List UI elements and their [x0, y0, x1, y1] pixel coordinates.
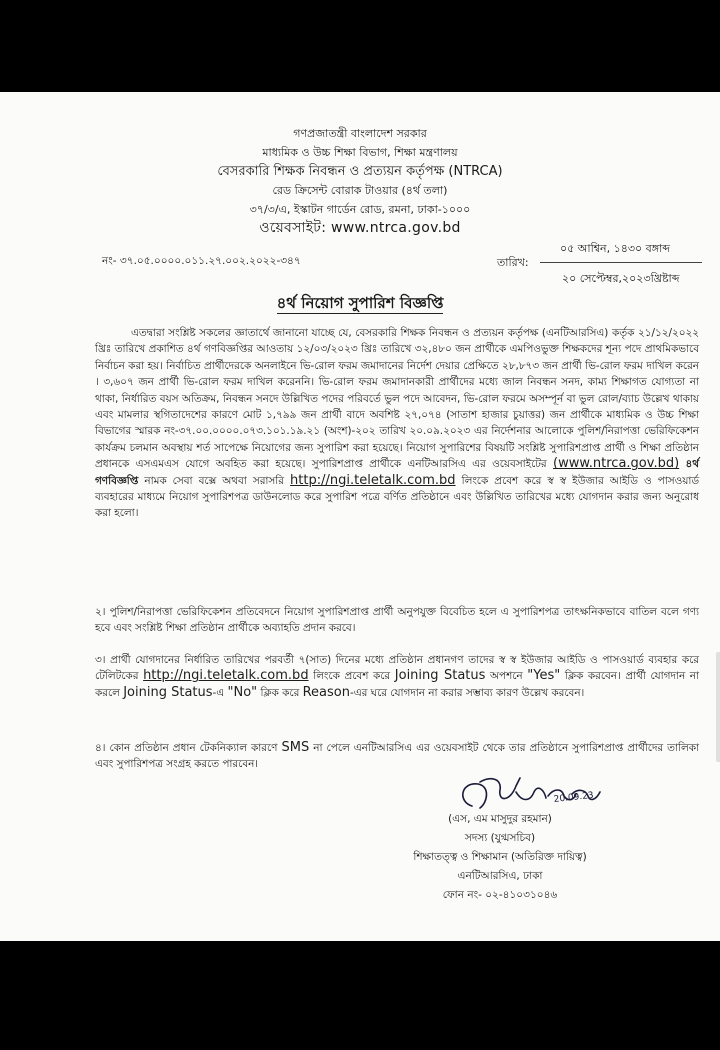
signature-date-note: 20.09.23: [553, 790, 595, 805]
teletalk-link[interactable]: http://ngi.teletalk.com.bd: [290, 472, 456, 488]
notice-document: [0, 92, 720, 941]
date-divider: [540, 262, 702, 263]
paragraph-3-text-7: -এর ঘরে যোগদান না করার সম্ভাব্য কারণ উল্লেখ করবেন।: [350, 686, 585, 699]
date-english: ২০ সেপ্টেম্বর,২০২৩খ্রিষ্টাব্দ: [562, 272, 680, 285]
header-address: ৩৭/৩/এ, ইস্কাটন গার্ডেন রোড, রমনা, ঢাকা-১০০০: [249, 203, 471, 216]
joining-status-term: Joining Status: [394, 668, 486, 684]
signatory-block: [410, 810, 590, 905]
header-website: ওয়েবসাইট: www.ntrca.gov.bd: [259, 220, 461, 236]
notice-title: [0, 292, 720, 317]
reason-term: Reason: [302, 684, 350, 700]
paragraph-3-text-4: ক্লিক করবেন। প্রার্থী যোগদান না করলে: [95, 670, 699, 699]
paragraph-1-bold: ৪র্থ গণবিজ্ঞপ্তি: [95, 458, 699, 487]
letterhead: [0, 124, 720, 238]
teletalk-link-2[interactable]: http://ngi.teletalk.com.bd: [143, 668, 309, 684]
date-bangla: ০৫ আশ্বিন, ১৪৩০ বঙ্গাব্দ: [560, 242, 671, 255]
paragraph-1-text: এতদ্বারা সংশ্লিষ্ট সকলের জ্ঞাতার্থে জানানো যাচ্ছে যে, বেসরকারি শিক্ষক নিবন্ধন ও প্রত্যয়ন কর্তৃপক্ষ (এনটিআরসিএ) কর্তৃক ২১/১২/২০২২ খ্রিঃ তারিখে প্রকাশিত ৪র্থ গণবিজ্ঞপ্তির আওতায় ১২/০৩/২০২৩ খ্রিঃ তারিখে ৩২,৪৮০ জন প্রার্থীকে এমপিওভুক্ত শিক্ষকদের শূন্য পদে প্রাথমিকভাবে নির্বাচন করা হয়। নির্বাচিত প্রার্থীদেরকে অনলাইনে ভি-রোল ফরম জমাদানের নির্দেশ দেয়ার প্রেক্ষিতে ২৮,৮৭৩ জন প্রার্থী ভি-রোল ফরম দাখিল করেন । ৩,৬০৭ জন প্রার্থী ভি-রোল ফরম দাখিল করেননি। ভি-রোল ফরম জমাদানকারী প্রার্থীদের মধ্যে জাল নিবন্ধন সনদ, কাম্য শিক্ষাগত যোগ্যতা না থাকা, নির্ধারিত বয়স অতিক্রম, নিবন্ধন সনদে উল্লিখিত পদের পরিবর্তে ভুল পদে আবেদন, ভি-রোল ফরমে অসম্পূর্ন বা ভুল রোল/ব্যাচ উল্লেখ থাকায় এবং মামলার স্থগিতাদেশের কারণে মোট ১,৭৯৯ জন প্রার্থী বাদে অবশিষ্ট ২৭,০৭৪ (সাতাশ হাজার চুয়াত্তর) জন প্রার্থীকে মাধ্যমিক ও উচ্চ শিক্ষা বিভাগের স্মারক নং-৩৭.০০.০০০০.০৭৩.১০১.১৯.২১ (অংশ)-২০২ তারিখ ২০.০৯.২০২৩ এর নির্দেশনার আলোকে পুলিশ/নিরাপত্তা ভেরিফিকেশন কার্যক্রম চলমান অবস্থায় শর্ত সাপেক্ষে নিয়োগের জন্য সুপারিশ করা হয়েছে। নিয়োগ সুপারিশের বিষয়টি সংশ্লিষ্ট সুপারিশপ্রাপ্ত প্রার্থী ও শিক্ষা প্রতিষ্ঠান প্রধানকে এসএমএস যোগে অবহিত করা হয়েছে। সুপারিশপ্রাপ্ত প্রার্থীকে এনটিআরসিএ এর ওয়েবসাইটের: [95, 327, 699, 471]
paragraph-1-text-2: নামক সেবা বক্সে অথবা সরাসরি: [144, 474, 284, 487]
no-term: "No": [227, 684, 258, 700]
paragraph-3: [95, 652, 699, 701]
paragraph-3-text-5: -এ: [212, 686, 225, 699]
paragraph-2: ২। পুলিশ/নিরাপত্তা ভেরিফিকেশন প্রতিবেদনে নিয়োগ সুপারিশপ্রাপ্ত প্রার্থী অনুপযুক্ত বিবেচিত হলে এ সুপারিশপত্র তাৎক্ষনিকভাবে বাতিল বলে গণ্য হবে এবং সংশ্লিষ্ট শিক্ষা প্রতিষ্ঠান প্রার্থীকে অব্যাহতি প্রদান করবে।: [95, 606, 699, 635]
header-organization: বেসরকারি শিক্ষক নিবন্ধন ও প্রত্যয়ন কর্তৃপক্ষ (NTRCA): [217, 164, 503, 179]
paragraph-1-text-3: লিংকে প্রবেশ করে স্ব স্ব ইউজার আইডি ও পাসওয়ার্ড ব্যবহারের মাধ্যমে নিয়োগ সুপারিশপত্র ডাউনলোড করে সুপারিশ পত্রে বর্ণিত প্রতিষ্ঠানে এবং উল্লিখিত তারিখের মধ্যে যোগদান করার জন্য অনুরোধ করা হলো।: [95, 474, 700, 520]
sms-term: SMS: [281, 740, 310, 755]
yes-term: "Yes": [527, 668, 561, 684]
header-ministry: মাধ্যমিক ও উচ্চ শিক্ষা বিভাগ, শিক্ষা মন্ত্রণালয়: [262, 146, 458, 159]
signatory-phone: ফোন নং- ০২-৪১০৩১০৪৬: [442, 889, 558, 901]
paragraph-4-text-2: না পেলে এনটিআরসিএ এর ওয়েবসাইট থেকে তার প্রতিষ্ঠানে সুপারিশপ্রাপ্ত প্রার্থীদের তালিকা এবং সুপারিশপত্র সংগ্রহ করতে পারবেন।: [95, 742, 699, 771]
signatory-designation: সদস্য (যুগ্মসচিব): [464, 832, 536, 844]
signatory-role: শিক্ষাতত্ত্ব ও শিক্ষামান (অতিরিক্ত দায়িত্ব): [413, 851, 587, 863]
paragraph-3-text-2: লিংকে প্রবেশ করে: [313, 670, 391, 683]
scrollbar[interactable]: [716, 652, 720, 762]
paragraph-1: [95, 325, 699, 522]
joining-status-term-2: Joining Status: [123, 684, 213, 700]
notice-title-text: ৪র্থ নিয়োগ সুপারিশ বিজ্ঞপ্তি: [276, 294, 444, 312]
ntrca-website-link[interactable]: (www.ntrca.gov.bd): [553, 456, 680, 472]
paragraph-3-text-6: ক্লিক করে: [260, 686, 300, 699]
signatory-office: এনটিআরসিএ, ঢাকা: [457, 870, 543, 882]
header-building: রেড ক্রিসেন্ট বোরাক টাওয়ার (৪র্থ তলা): [272, 184, 448, 197]
paragraph-3-text-3: অপশনে: [490, 670, 523, 683]
header-government: গণপ্রজাতন্ত্রী বাংলাদেশ সরকার: [293, 127, 427, 140]
date-label: তারিখ:: [497, 256, 529, 269]
paragraph-4-text: ৪। কোন প্রতিষ্ঠান প্রধান টেকনিক্যাল কারণে: [95, 742, 278, 754]
signatory-name: (এস, এম মাসুদুর রহমান): [448, 813, 552, 825]
paragraph-4: [95, 740, 699, 773]
memo-number: নং- ৩৭.০৫.০০০০.০১১.২৭.০০২.২০২২-৩৪৭: [102, 255, 301, 267]
paragraph-3-text: ৩। প্রার্থী যোগদানের নির্ধারিত তারিখের পরবর্তী ৭(সাত) দিনের মধ্যে প্রতিষ্ঠান প্রধানগণ তাদের স্ব স্ব ইউজার আইডি ও পাসওয়ার্ড ব্যবহার করে টেলিটকের: [95, 654, 699, 683]
